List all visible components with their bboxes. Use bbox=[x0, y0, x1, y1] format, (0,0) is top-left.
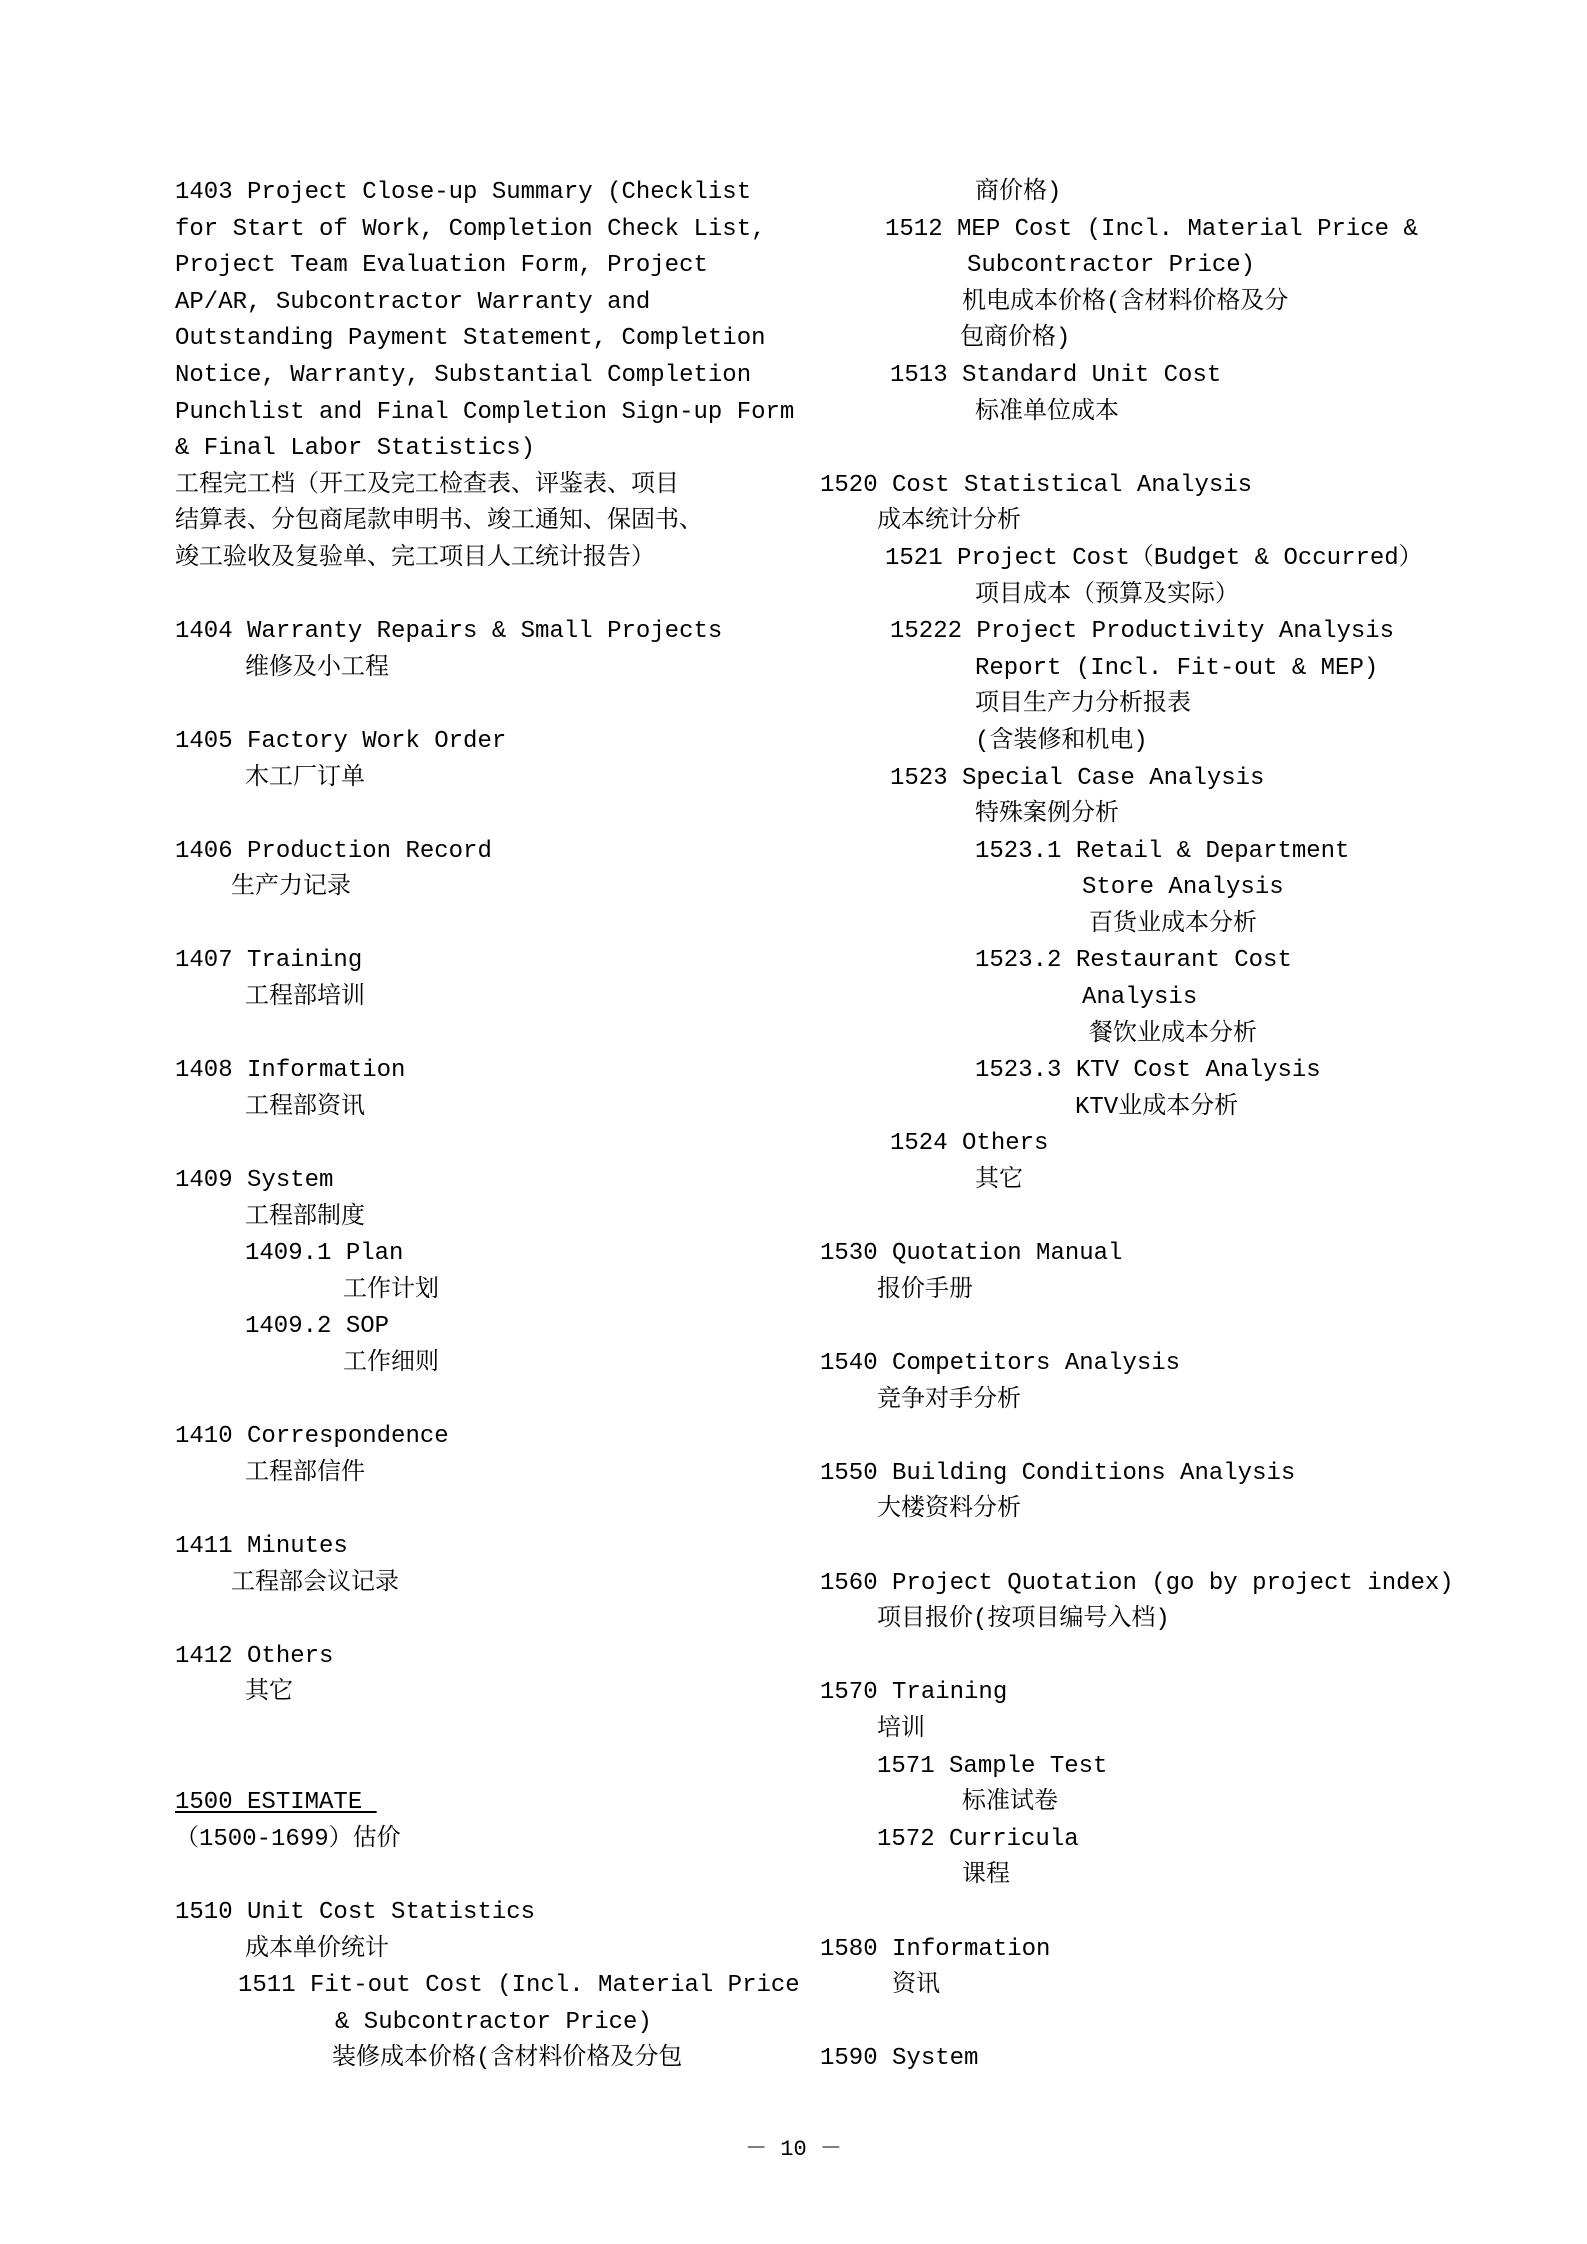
spacer bbox=[175, 1712, 805, 1749]
item-1411-title: 1411 Minutes bbox=[175, 1532, 348, 1560]
item-1572-title: 1572 Curricula bbox=[877, 1825, 1079, 1853]
item-1511-chinese-line: 装修成本价格(含材料价格及分包 bbox=[332, 2045, 683, 2073]
item-1523-1-title-line: Store Analysis bbox=[1082, 874, 1284, 902]
item-1572-chinese: 课程 bbox=[962, 1862, 1010, 1890]
item-1523-title: 1523 Special Case Analysis bbox=[890, 764, 1265, 792]
spacer bbox=[175, 1017, 805, 1054]
spacer bbox=[175, 1749, 805, 1786]
item-1540-chinese: 竞争对手分析 bbox=[877, 1386, 1021, 1414]
item-1411-chinese: 工程部会议记录 bbox=[231, 1569, 399, 1597]
item-1510-chinese: 成本单价统计 bbox=[245, 1935, 389, 1963]
item-1571-title: 1571 Sample Test bbox=[877, 1752, 1108, 1780]
left-column bbox=[175, 175, 805, 2078]
spacer bbox=[175, 1383, 805, 1420]
item-1523-1-title-line: 1523.1 Retail & Department bbox=[975, 837, 1350, 865]
item-15222-chinese-line: 项目生产力分析报表 bbox=[975, 691, 1191, 719]
spacer bbox=[820, 1639, 1560, 1676]
item-1511-title-line: & Subcontractor Price) bbox=[335, 2008, 652, 2036]
item-1407-chinese: 工程部培训 bbox=[245, 984, 365, 1012]
item-1512-chinese-line: 包商价格) bbox=[960, 325, 1071, 353]
item-1410-title: 1410 Correspondence bbox=[175, 1423, 449, 1451]
item-1403-chinese-line: 工程完工档（开工及完工检查表、评鉴表、项目 bbox=[175, 471, 679, 499]
item-1404-chinese: 维修及小工程 bbox=[245, 654, 389, 682]
item-1406-chinese: 生产力记录 bbox=[231, 874, 351, 902]
item-1408-chinese: 工程部资讯 bbox=[245, 1093, 365, 1121]
item-1571-chinese: 标准试卷 bbox=[962, 1789, 1058, 1817]
spacer bbox=[820, 1419, 1560, 1456]
spacer bbox=[175, 797, 805, 834]
item-1530-chinese: 报价手册 bbox=[877, 1276, 973, 1304]
item-1510-title: 1510 Unit Cost Statistics bbox=[175, 1898, 536, 1926]
item-1409-chinese: 工程部制度 bbox=[245, 1203, 365, 1231]
item-1403-chinese-line: 竣工验收及复验单、完工项目人工统计报告） bbox=[175, 544, 655, 572]
section-1500-heading: 1500 ESTIMATE bbox=[175, 1789, 377, 1817]
item-1511-title-line: 1511 Fit-out Cost (Incl. Material Price bbox=[238, 1972, 800, 2000]
spacer bbox=[820, 1309, 1560, 1346]
spacer bbox=[175, 1858, 805, 1895]
item-1512-title-line: 1512 MEP Cost (Incl. Material Price & bbox=[885, 215, 1418, 243]
spacer bbox=[820, 2005, 1560, 2042]
item-1523-1-chinese: 百货业成本分析 bbox=[1089, 910, 1257, 938]
item-15222-title-line: 15222 Project Productivity Analysis bbox=[890, 618, 1395, 646]
item-1513-chinese: 标准单位成本 bbox=[975, 398, 1119, 426]
item-1523-3-chinese: KTV业成本分析 bbox=[1075, 1093, 1239, 1121]
item-1530-title: 1530 Quotation Manual bbox=[820, 1240, 1123, 1268]
item-1404-title: 1404 Warranty Repairs & Small Projects bbox=[175, 618, 723, 646]
item-1403-title-line: for Start of Work, Completion Check List, bbox=[175, 215, 766, 243]
item-1560-chinese: 项目报价(按项目编号入档) bbox=[877, 1606, 1170, 1634]
page-number: － 10 － bbox=[745, 2137, 842, 2162]
item-1521-chinese: 项目成本（预算及实际） bbox=[975, 581, 1239, 609]
item-1412-title: 1412 Others bbox=[175, 1642, 334, 1670]
spacer bbox=[175, 578, 805, 615]
item-1590-title: 1590 System bbox=[820, 2045, 979, 2073]
section-1500-heading-row bbox=[175, 1785, 805, 1822]
item-1410-chinese: 工程部信件 bbox=[245, 1459, 365, 1487]
item-1524-title: 1524 Others bbox=[890, 1130, 1049, 1158]
item-1403-title-line: Project Team Evaluation Form, Project bbox=[175, 252, 708, 280]
item-1409-1-title: 1409.1 Plan bbox=[245, 1240, 404, 1268]
item-1580-chinese: 资讯 bbox=[892, 1972, 940, 2000]
item-1409-title: 1409 System bbox=[175, 1167, 334, 1195]
item-1403-title-line: Punchlist and Final Completion Sign-up Form bbox=[175, 398, 795, 426]
item-1520-chinese: 成本统计分析 bbox=[877, 508, 1021, 536]
spacer bbox=[175, 687, 805, 724]
item-1403-title-line: 1403 Project Close-up Summary (Checklist bbox=[175, 179, 752, 206]
item-1550-chinese: 大楼资料分析 bbox=[877, 1496, 1021, 1524]
item-1524-chinese: 其它 bbox=[975, 1167, 1023, 1195]
item-1523-2-title-line: 1523.2 Restaurant Cost bbox=[975, 947, 1292, 975]
item-1405-title: 1405 Factory Work Order bbox=[175, 727, 507, 755]
item-1512-title-line: Subcontractor Price) bbox=[967, 252, 1256, 280]
item-1412-chinese: 其它 bbox=[245, 1679, 293, 1707]
item-15222-chinese-line: (含装修和机电) bbox=[975, 727, 1148, 755]
item-1403-title-line: Outstanding Payment Statement, Completion bbox=[175, 325, 766, 353]
item-1409-2-title: 1409.2 SOP bbox=[245, 1313, 390, 1341]
spacer bbox=[175, 1602, 805, 1639]
spacer bbox=[820, 1895, 1560, 1932]
spacer bbox=[175, 1492, 805, 1529]
item-1521-title: 1521 Project Cost（Budget & Occurred） bbox=[885, 544, 1423, 572]
item-15222-title-line: Report (Incl. Fit-out & MEP) bbox=[975, 654, 1379, 682]
item-1512-chinese-line: 机电成本价格(含材料价格及分 bbox=[962, 288, 1289, 316]
item-1523-2-chinese: 餐饮业成本分析 bbox=[1089, 1020, 1257, 1048]
item-1406-title: 1406 Production Record bbox=[175, 837, 492, 865]
right-column bbox=[820, 175, 1560, 2078]
item-1513-title: 1513 Standard Unit Cost bbox=[890, 361, 1222, 389]
item-1403-title-line: Notice, Warranty, Substantial Completion bbox=[175, 361, 752, 389]
item-1408-title: 1408 Information bbox=[175, 1057, 406, 1085]
spacer bbox=[820, 1200, 1560, 1237]
item-1403-title-line: AP/AR, Subcontractor Warranty and bbox=[175, 288, 651, 316]
item-1407-title: 1407 Training bbox=[175, 947, 363, 975]
item-1403-title-line: & Final Labor Statistics) bbox=[175, 435, 536, 463]
item-1409-2-chinese: 工作细则 bbox=[343, 1350, 439, 1377]
spacer bbox=[820, 1529, 1560, 1566]
section-1500-chinese: （1500-1699）估价 bbox=[175, 1825, 401, 1853]
item-1403-chinese-line: 结算表、分包商尾款申明书、竣工通知、保固书、 bbox=[175, 508, 703, 536]
item-1520-title: 1520 Cost Statistical Analysis bbox=[820, 471, 1253, 499]
item-1409-1-chinese: 工作计划 bbox=[343, 1276, 439, 1304]
item-1540-title: 1540 Competitors Analysis bbox=[820, 1350, 1181, 1377]
item-1511-chinese-line: 商价格) bbox=[975, 179, 1062, 206]
spacer bbox=[175, 1126, 805, 1163]
item-1405-chinese: 木工厂订单 bbox=[245, 764, 365, 792]
item-1580-title: 1580 Information bbox=[820, 1935, 1051, 1963]
item-1560-title: 1560 Project Quotation (go by project index) bbox=[820, 1569, 1454, 1597]
item-1570-chinese: 培训 bbox=[877, 1715, 925, 1743]
item-1550-title: 1550 Building Conditions Analysis bbox=[820, 1459, 1296, 1487]
item-1570-title: 1570 Training bbox=[820, 1679, 1008, 1707]
item-1523-3-title: 1523.3 KTV Cost Analysis bbox=[975, 1057, 1321, 1085]
spacer bbox=[175, 907, 805, 944]
spacer bbox=[820, 431, 1560, 468]
item-1523-chinese: 特殊案例分析 bbox=[975, 801, 1119, 829]
item-1523-2-title-line: Analysis bbox=[1082, 984, 1198, 1012]
